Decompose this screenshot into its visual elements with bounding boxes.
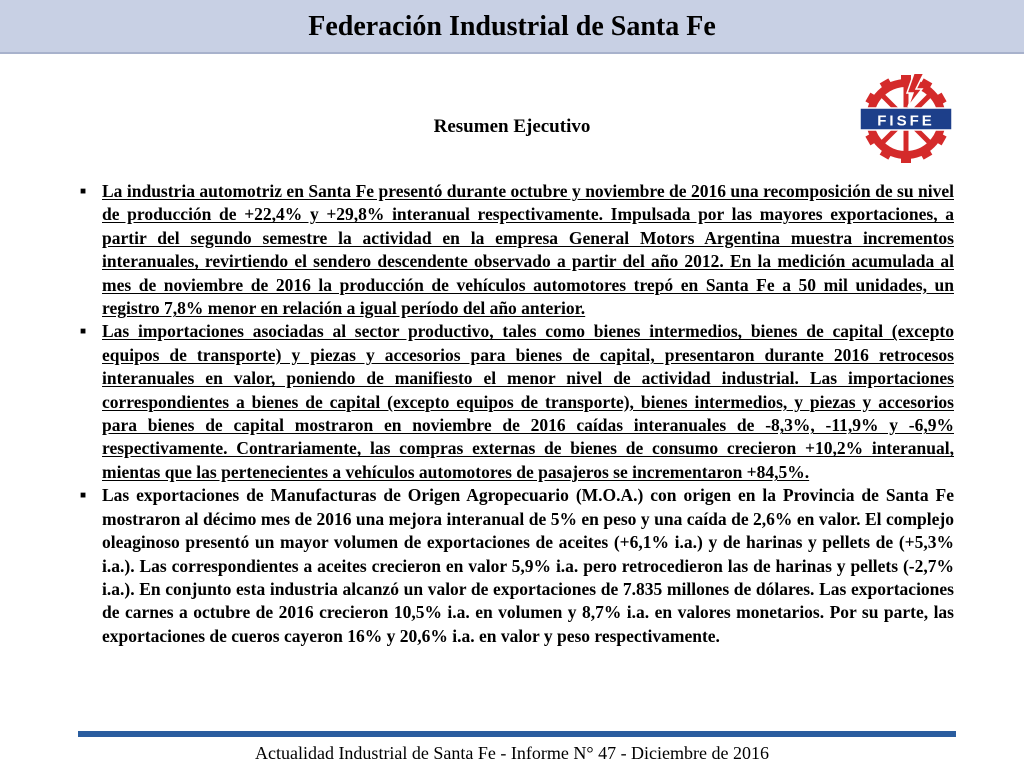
section-title: Resumen Ejecutivo [433, 116, 591, 137]
footer-text: Actualidad Industrial de Santa Fe - Informe N° 47 - Diciembre de 2016 [254, 743, 770, 763]
bullet-list [78, 180, 954, 648]
list-item [78, 320, 954, 484]
list-item [78, 484, 954, 648]
square-bullet-icon: ■ [80, 326, 87, 338]
footer-divider [78, 731, 956, 737]
bullet-text: Las exportaciones de Manufacturas de Origen Agropecuario (M.O.A.) con origen en la Provincia de Santa Fe mostraron al décimo mes de 2016 una mejora interanual de 5% en peso y una caída de 2,6% en valor. El complejo oleaginoso presentó un mayor volumen de exportaciones de aceites (+6,1% i.a.) y de harinas y pellets de (+5,3% i.a.). Las correspondientes a aceites crecieron en valor 5,9% i.a. pero retrocedieron las de harinas y pellets (-2,7% i.a.). En conjunto esta industria alcanzó un valor de exportaciones de 7.835 millones de dólares. Las exportaciones de carnes a octubre de 2016 crecieron 10,5% i.a. en volumen y 8,7% i.a. en valores monetarios. Por su parte, las exportaciones de cueros cayeron 16% y 20,6% i.a. en valor y peso respectivamente. [102, 485, 954, 646]
square-bullet-icon: ■ [80, 490, 87, 502]
square-bullet-icon: ■ [80, 186, 87, 197]
page-title: Federación Industrial de Santa Fe [308, 11, 716, 42]
bullet-text: Las importaciones asociadas al sector productivo, tales como bienes intermedios, bienes de capital (excepto equipos de transporte) y piezas y accesorios para bienes de capital, presentaron durante 2016 retrocesos interanuales en valor, poniendo de manifiesto el menor nivel de actividad industrial. Las importaciones correspondientes a bienes de capital (excepto equipos de transporte), bienes intermedios, y piezas y accesorios para bienes de capital mostraron en noviembre de 2016 caídas interanuales de -8,3%, -11,9% y -6,9% respectivamente. Contrariamente, las compras externas de bienes de consumo crecieron +10,2% interanual, mientas que las pertenecientes a vehículos automotores de pasajeros se incrementaron +84,5%. [102, 321, 954, 482]
list-item [78, 180, 954, 320]
bullet-text: La industria automotriz en Santa Fe presentó durante octubre y noviembre de 2016 una recomposición de su nivel de producción de +22,4% y +29,8% interanual respectivamente. Impulsada por las mayores exportaciones, a partir del segundo semestre la actividad en la empresa General Motors Argentina muestra incrementos interanuales, revirtiendo el sendero descendente observado a partir del año 2012. En la medición acumulada al mes de noviembre de 2016 la producción de vehículos automotores trepó en Santa Fe a 50 mil unidades, un registro 7,8% menor en relación a igual período del año anterior. [102, 181, 954, 319]
logo-text: FISFE [877, 112, 935, 130]
